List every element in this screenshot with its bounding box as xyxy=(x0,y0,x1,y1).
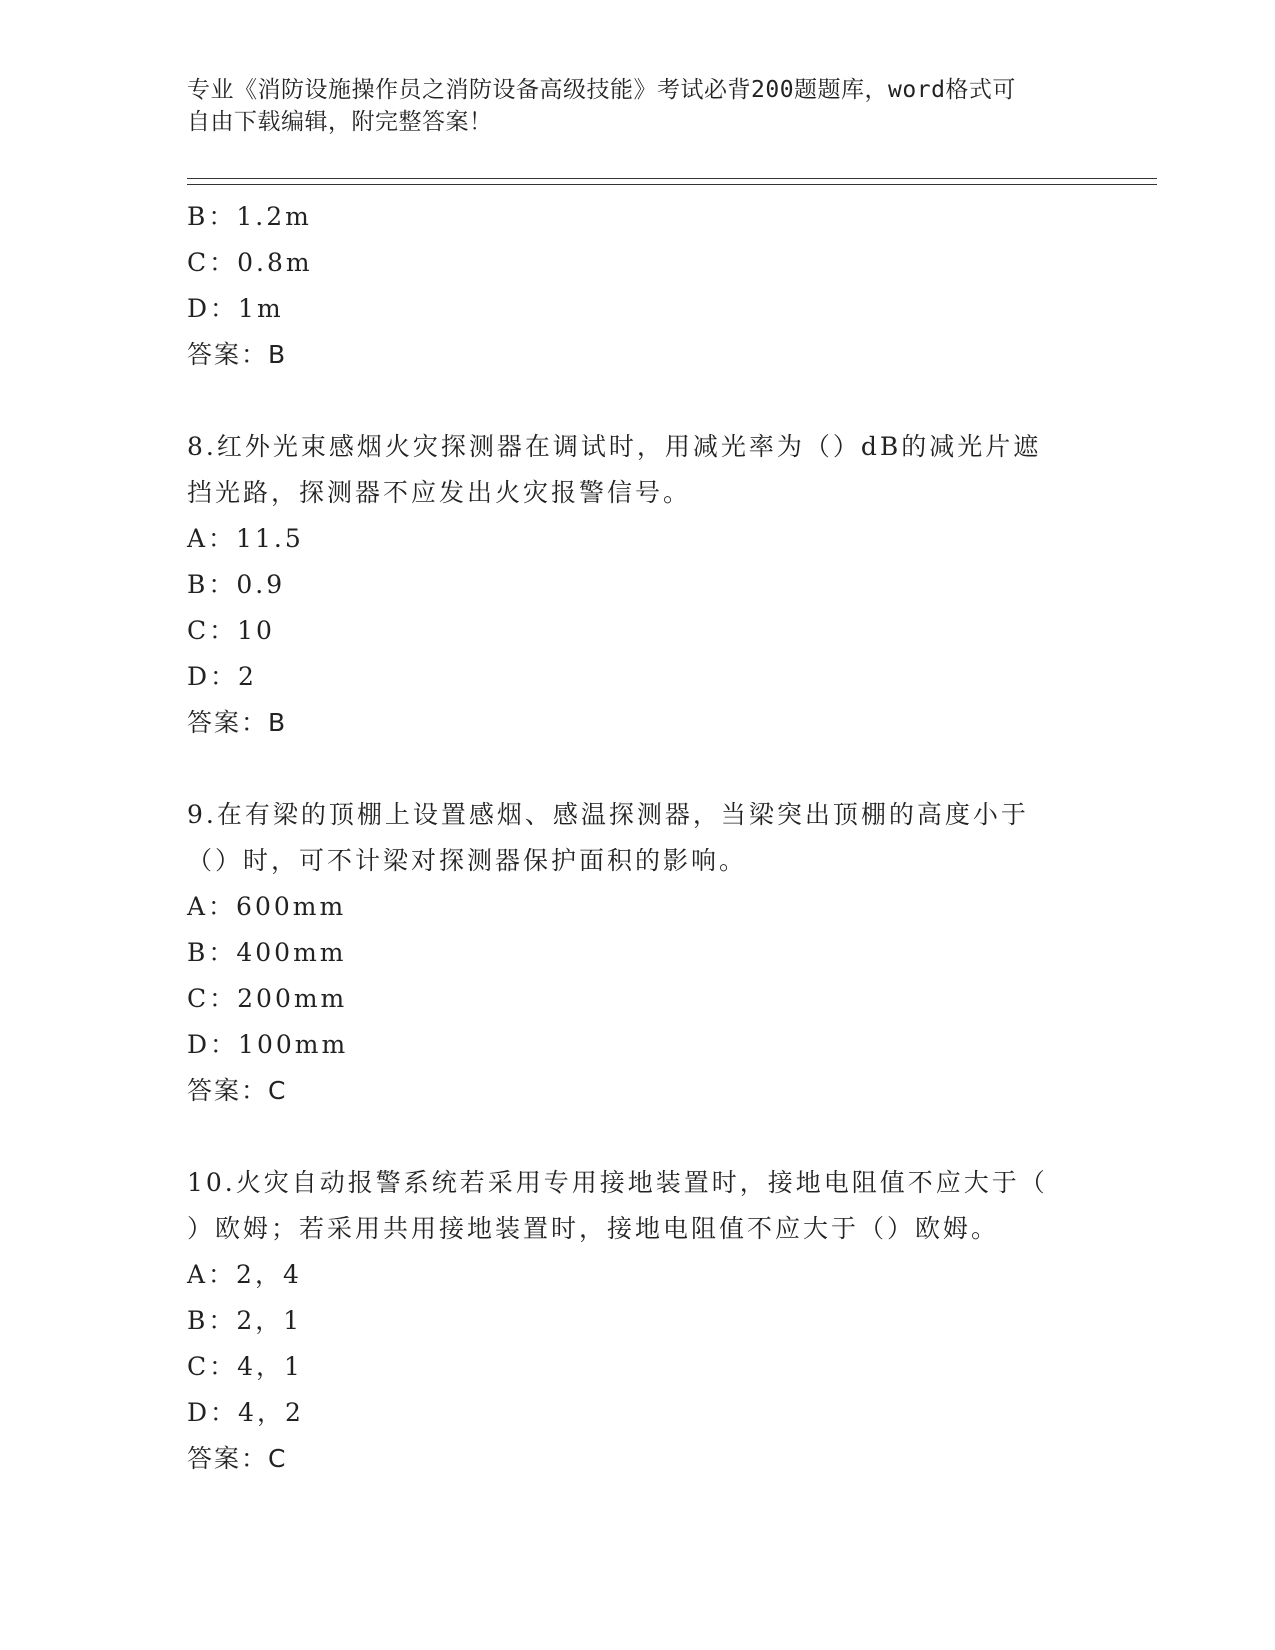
answer-label: 答案：B xyxy=(187,340,288,369)
option-b: B：0.9 xyxy=(187,570,286,599)
question-list xyxy=(187,194,1067,1482)
option-c: C：10 xyxy=(187,616,275,645)
option-c: C：200mm xyxy=(187,984,348,1013)
option-b: B：2，1 xyxy=(187,1306,303,1335)
spacer xyxy=(187,378,1067,424)
question-7-tail xyxy=(187,194,1067,378)
answer-label: 答案：B xyxy=(187,708,288,737)
option-a: A：11.5 xyxy=(187,524,304,553)
option-a: A：600mm xyxy=(187,892,347,921)
answer-label: 答案：C xyxy=(187,1444,288,1473)
option-b: B：400mm xyxy=(187,938,347,967)
header-title-line-1: 专业《消防设施操作员之消防设备高级技能》考试必背200题题库，word格式可 xyxy=(187,77,1016,103)
spacer xyxy=(187,746,1067,792)
option-d: D：100mm xyxy=(187,1030,349,1059)
option-d: D：1m xyxy=(187,294,284,323)
option-d: D：4，2 xyxy=(187,1398,304,1427)
question-stem-line-1: 10.火灾自动报警系统若采用专用接地装置时，接地电阻值不应大于（ xyxy=(187,1168,1048,1197)
header-title-line-2: 自由下载编辑，附完整答案！ xyxy=(187,109,493,135)
option-c: C：4，1 xyxy=(187,1352,303,1381)
header-divider-top xyxy=(187,178,1157,179)
question-10 xyxy=(187,1160,1067,1482)
document-header xyxy=(187,74,1067,138)
question-9 xyxy=(187,792,1067,1114)
option-b: B：1.2m xyxy=(187,202,312,231)
question-stem-line-1: 9.在有梁的顶棚上设置感烟、感温探测器，当梁突出顶棚的高度小于 xyxy=(187,800,1029,829)
option-c: C：0.8m xyxy=(187,248,313,277)
option-a: A：2，4 xyxy=(187,1260,302,1289)
question-8 xyxy=(187,424,1067,746)
question-stem-line-2: 挡光路，探测器不应发出火灾报警信号。 xyxy=(187,478,692,507)
answer-label: 答案：C xyxy=(187,1076,288,1105)
question-stem-line-1: 8.红外光束感烟火灾探测器在调试时，用减光率为（）dB的减光片遮 xyxy=(187,432,1042,461)
question-stem-line-2: （）时，可不计梁对探测器保护面积的影响。 xyxy=(187,846,748,875)
header-divider-bottom xyxy=(187,184,1157,185)
question-stem-line-2: ）欧姆；若采用共用接地装置时，接地电阻值不应大于（）欧姆。 xyxy=(187,1214,1000,1243)
document-page xyxy=(187,0,1157,1650)
spacer xyxy=(187,1114,1067,1160)
option-d: D：2 xyxy=(187,662,257,691)
